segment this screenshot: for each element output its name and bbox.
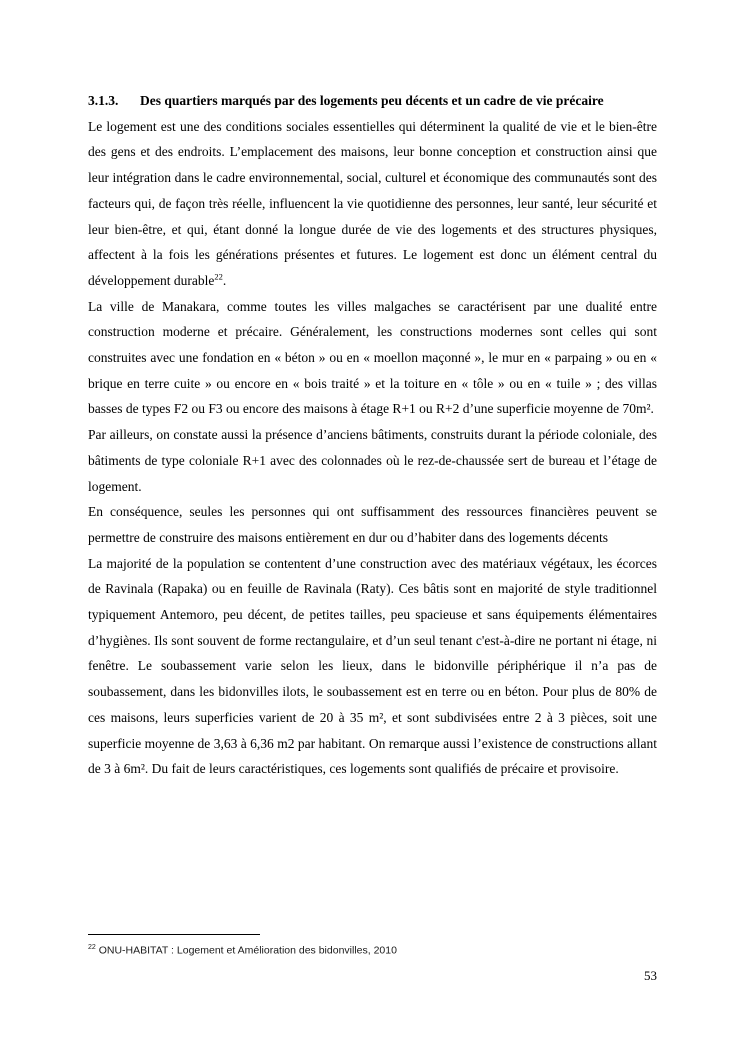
page-number: 53 bbox=[644, 968, 657, 983]
footnote-separator bbox=[88, 934, 260, 935]
paragraph-text: . bbox=[222, 272, 227, 288]
footnote-text: ONU-HABITAT : Logement et Amélioration des bidonvilles, 2010 bbox=[95, 944, 397, 957]
paragraph: La ville de Manakara, comme toutes les villes malgaches se caractérisent par une dualité entre construction moderne et précaire. Généralement, les constructions modernes sont celles qui sont construites avec une fondation en « béton » ou en « moellon maçonné », le mur en « parpaing » ou en « brique en terre cuite » ou encore en « bois traité » et la toiture en « tôle » ou en « tuile » ; des villas basses de types F2 ou F3 ou encore des maisons à étage R+1 ou R+2 d’une superficie moyenne de 70m². bbox=[88, 298, 657, 417]
section-title: Des quartiers marqués par des logements peu décents et un cadre de vie précaire bbox=[140, 93, 604, 108]
paragraph-text: Le logement est une des conditions sociales essentielles qui déterminent la qualité de vie et le bien-être des gens et des endroits. L’emplacement des maisons, leur bonne conception et construction ainsi que leur intégration dans le cadre environnemental, social, culturel et économique des communautés sont des facteurs qui, de façon très réelle, influencent la vie quotidienne des personnes, leur santé, leur sécurité et leur bien-être, et qui, étant donné la longue durée de vie des logements et des structures physiques, affectent à la fois les générations présentes et futures. Le logement est donc un élément central du développement durable bbox=[88, 118, 657, 288]
paragraph: Par ailleurs, on constate aussi la présence d’anciens bâtiments, construits durant la période coloniale, des bâtiments de type coloniale R+1 avec des colonnades où le rez-de-chaussée sert de bureau et l’étage de logement. bbox=[88, 427, 657, 494]
footnote bbox=[88, 941, 657, 958]
footnote-area bbox=[88, 934, 657, 958]
paragraph: La majorité de la population se contentent d’une construction avec des matériaux végétaux, les écorces de Ravinala (Rapaka) ou en feuille de Ravinala (Raty). Ces bâtis sont en majorité de style traditionnel typiquement Antemoro, peu décent, de petites tailles, peu spacieuse et sans équipements élémentaires d’hygiènes. Ils sont souvent de forme rectangulaire, et d’un seul tenant c'est-à-dire ne portant ni étage, ni fenêtre. Le soubassement varie selon les lieux, dans le bidonville périphérique il n’a pas de soubassement, dans les bidonvilles ilots, le soubassement est en terre ou en béton. Pour plus de 80% de ces maisons, leurs superficies varient de 20 à 35 m², et sont subdivisées entre 2 à 3 pièces, soit une superficie moyenne de 3,63 à 6,36 m2 par habitant. On remarque aussi l’existence de constructions allant de 3 à 6m². Du fait de leurs caractéristiques, ces logements sont qualifiés de précaire et provisoire. bbox=[88, 555, 657, 777]
footnote-reference: 22 bbox=[214, 271, 223, 282]
paragraph: En conséquence, seules les personnes qui ont suffisamment des ressources financières peuvent se permettre de construire des maisons entièrement en dur ou d’habiter dans des logements décents bbox=[88, 504, 657, 545]
page-content bbox=[88, 88, 657, 782]
footnote-number: 22 bbox=[88, 944, 96, 951]
section-heading bbox=[88, 88, 657, 114]
paragraph bbox=[88, 114, 657, 294]
section-number: 3.1.3. bbox=[88, 93, 119, 108]
body-text bbox=[88, 114, 657, 782]
